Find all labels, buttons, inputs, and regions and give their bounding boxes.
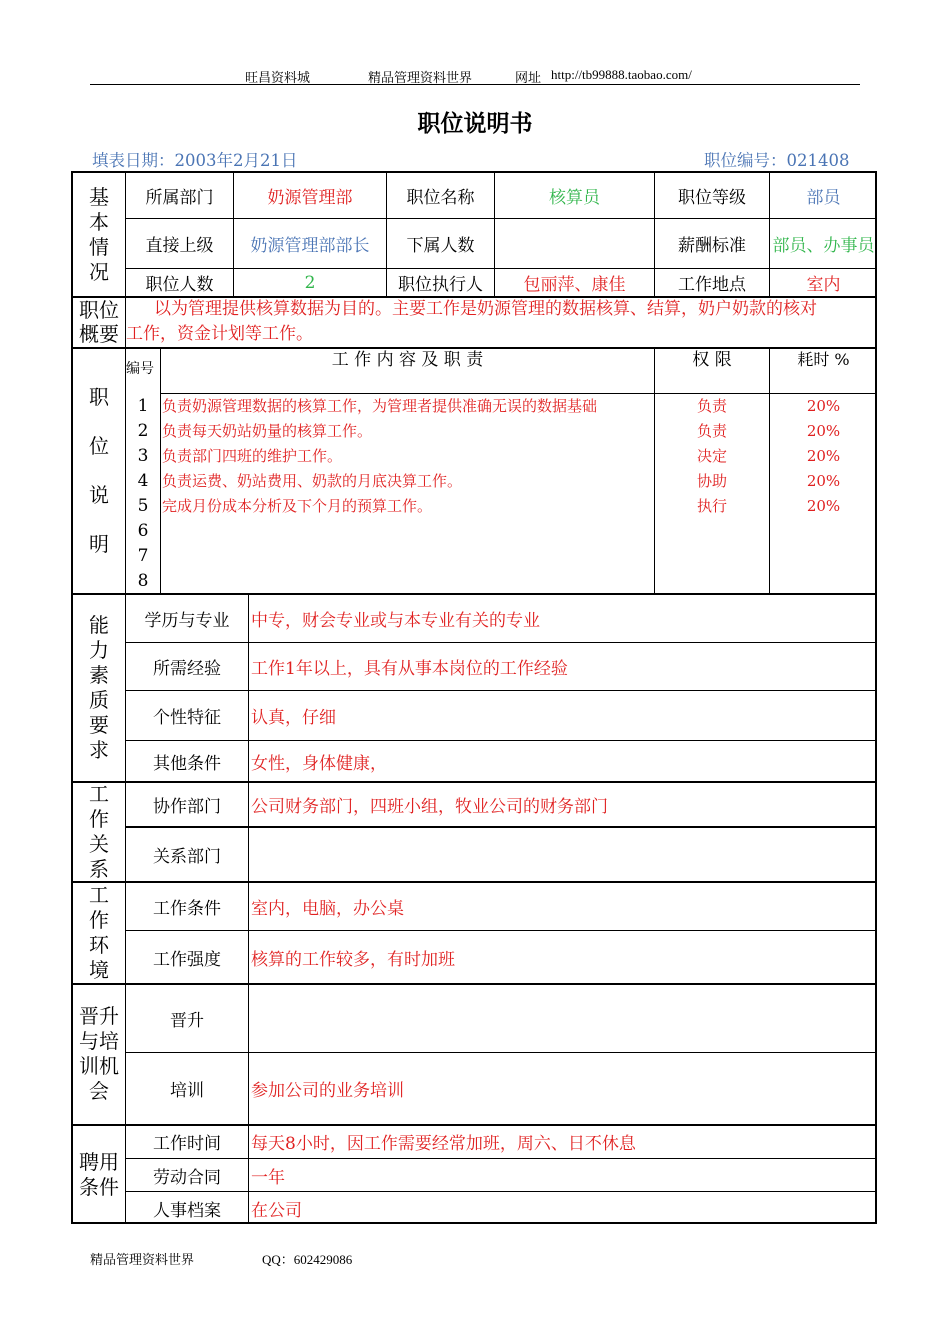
duty-time: 20% xyxy=(806,422,841,440)
location-value: 室内 xyxy=(769,268,877,296)
summary-line-2: 工作，资金计划等工作。 xyxy=(126,324,313,344)
footer-qq: QQ：602429086 xyxy=(262,1252,353,1267)
header-slogan: 精品管理资料世界 xyxy=(368,70,473,85)
cooperation-value: 公司财务部门，四班小组，牧业公司的财务部门 xyxy=(248,782,877,826)
labor-contract-label: 劳动合同 xyxy=(125,1158,248,1191)
section-ability: 能力素质要求 xyxy=(89,612,109,762)
section-employment: 聘用条件 xyxy=(79,1149,119,1199)
duty-time: 20% xyxy=(806,447,841,465)
cooperation-label: 协作部门 xyxy=(125,782,248,826)
duty-authority: 负责 xyxy=(696,397,727,415)
section-basic-info: 基本情况 xyxy=(89,184,109,284)
personality-label: 个性特征 xyxy=(125,690,248,740)
summary-box xyxy=(125,297,877,347)
personnel-file-value: 在公司 xyxy=(248,1191,877,1224)
section-relations: 工作关系 xyxy=(89,781,109,881)
duty-text: 负责奶源管理数据的核算工作，为管理者提供准确无误的数据基础 xyxy=(162,397,598,415)
document-title: 职位说明书 xyxy=(417,111,533,137)
job-description-form xyxy=(71,171,877,1224)
fill-date: 填表日期：2003年2月21日 xyxy=(92,151,298,170)
summary-line-1: 以为管理提供核算数据为目的。主要工作是奶源管理的数据核算、结算，奶户奶款的核对 xyxy=(154,299,817,319)
duty-number: 6 xyxy=(137,521,149,541)
education-label: 学历与专业 xyxy=(125,594,248,642)
col-content-header: 工 作 内 容 及 职 责 xyxy=(331,350,484,370)
experience-value: 工作1年以上，具有从事本岗位的工作经验 xyxy=(248,642,877,690)
duty-authority: 负责 xyxy=(696,422,727,440)
work-intensity-value: 核算的工作较多，有时加班 xyxy=(248,930,877,983)
personality-value: 认真，仔细 xyxy=(248,690,877,740)
section-environment: 工作环境 xyxy=(89,882,109,982)
headcount-label: 职位人数 xyxy=(125,268,233,296)
grade-value: 部员 xyxy=(769,173,877,218)
duty-text: 负责每天奶站奶量的核算工作。 xyxy=(162,422,373,440)
duty-number: 1 xyxy=(137,396,149,416)
promotion-label: 晋升 xyxy=(125,984,248,1052)
personnel-file-label: 人事档案 xyxy=(125,1191,248,1224)
duty-number: 4 xyxy=(137,471,149,491)
other-conditions-value: 女性，身体健康， xyxy=(248,740,877,781)
section-summary: 职位 概要 xyxy=(79,298,119,346)
work-intensity-label: 工作强度 xyxy=(125,930,248,983)
location-label: 工作地点 xyxy=(654,268,769,296)
salary-label: 薪酬标准 xyxy=(654,218,769,268)
other-conditions-label: 其他条件 xyxy=(125,740,248,781)
duty-number: 2 xyxy=(137,421,149,441)
header-url-label: 网址 xyxy=(515,70,542,85)
subordinates-label: 下属人数 xyxy=(386,218,494,268)
duty-time: 20% xyxy=(806,472,841,490)
superior-value: 奶源管理部部长 xyxy=(233,218,386,268)
col-no-header: 编号 xyxy=(126,361,154,377)
duty-number: 8 xyxy=(137,571,149,591)
duty-authority: 协助 xyxy=(696,472,727,490)
training-label: 培训 xyxy=(125,1052,248,1124)
col-time-header: 耗时 % xyxy=(797,350,850,369)
work-hours-value: 每天8小时，因工作需要经常加班，周六、日不休息 xyxy=(248,1125,877,1158)
labor-contract-value: 一年 xyxy=(248,1158,877,1191)
work-hours-label: 工作时间 xyxy=(125,1125,248,1158)
divider xyxy=(160,348,161,593)
headcount-value: 2 xyxy=(233,268,386,296)
position-name-value: 核算员 xyxy=(494,173,654,218)
dept-value: 奶源管理部 xyxy=(233,173,386,218)
promotion-value xyxy=(248,984,877,1052)
training-value: 参加公司的业务培训 xyxy=(248,1052,877,1124)
header-site: 旺昌资料城 xyxy=(245,70,311,85)
duty-number: 5 xyxy=(137,496,149,516)
duty-authority: 决定 xyxy=(696,447,727,465)
grade-label: 职位等级 xyxy=(654,173,769,218)
footer-brand: 精品管理资料世界 xyxy=(90,1252,195,1267)
header-url[interactable]: http://tb99888.taobao.com/ xyxy=(551,67,692,82)
col-authority-header: 权 限 xyxy=(692,350,732,370)
header-divider xyxy=(90,84,860,85)
duty-text: 负责部门四班的维护工作。 xyxy=(162,447,343,465)
work-condition-value: 室内，电脑，办公桌 xyxy=(248,882,877,930)
section-duties: 职位说明 xyxy=(89,384,109,556)
experience-label: 所需经验 xyxy=(125,642,248,690)
salary-value: 部员、办事员 xyxy=(769,218,877,268)
related-dept-label: 关系部门 xyxy=(125,826,248,881)
duty-time: 20% xyxy=(806,397,841,415)
work-condition-label: 工作条件 xyxy=(125,882,248,930)
subordinates-value xyxy=(494,218,654,268)
duty-number: 7 xyxy=(137,546,149,566)
holders-label: 职位执行人 xyxy=(386,268,494,296)
duty-authority: 执行 xyxy=(696,497,727,515)
education-value: 中专，财会专业或与本专业有关的专业 xyxy=(248,594,877,642)
dept-label: 所属部门 xyxy=(125,173,233,218)
position-name-label: 职位名称 xyxy=(386,173,494,218)
divider xyxy=(125,348,126,593)
superior-label: 直接上级 xyxy=(125,218,233,268)
duty-number: 3 xyxy=(137,446,149,466)
position-number: 职位编号：021408 xyxy=(704,151,850,170)
related-dept-value xyxy=(248,826,877,881)
duty-text: 完成月份成本分析及下个月的预算工作。 xyxy=(162,497,433,515)
section-promotion: 晋升与培训机会 xyxy=(79,1004,119,1103)
holders-value: 包丽萍、康佳 xyxy=(494,268,654,296)
duty-time: 20% xyxy=(806,497,841,515)
duty-text: 负责运费、奶站费用、奶款的月底决算工作。 xyxy=(162,472,463,490)
